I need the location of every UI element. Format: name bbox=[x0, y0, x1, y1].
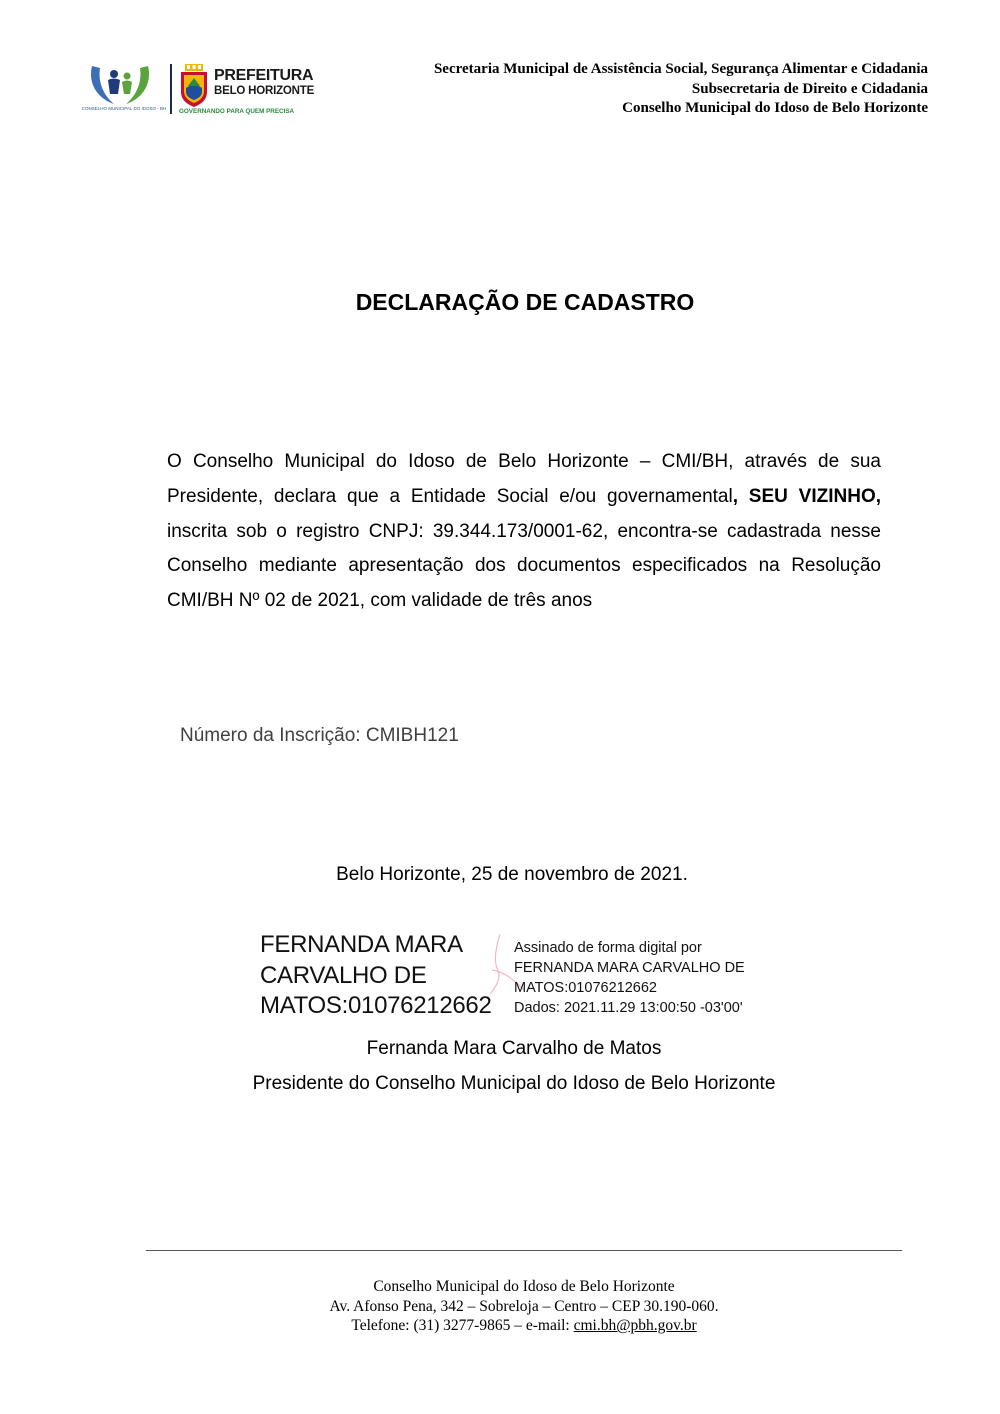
pbh-logo-slogan: GOVERNANDO PARA QUEM PRECISA bbox=[179, 108, 295, 115]
cmi-logo-person-body-icon bbox=[108, 79, 120, 95]
header-institution bbox=[434, 60, 928, 119]
cmi-logo-person-body-icon bbox=[122, 81, 132, 95]
footer-phone: Telefone: (31) 3277-9865 – e-mail: bbox=[351, 1317, 574, 1335]
cmi-logo bbox=[74, 60, 170, 120]
footer-contact bbox=[0, 1316, 1000, 1336]
signature-detail-line: FERNANDA MARA CARVALHO DE bbox=[514, 960, 745, 976]
entity-name: , SEU VIZINHO, bbox=[732, 485, 881, 507]
signature-detail-line: Dados: 2021.11.29 13:00:50 -03'00' bbox=[514, 1000, 743, 1016]
logo-divider bbox=[170, 64, 172, 114]
signature-detail-line: Assinado de forma digital por bbox=[514, 940, 702, 956]
registration-number: Número da Inscrição: CMIBH121 bbox=[180, 725, 459, 746]
digital-signature-details bbox=[514, 938, 745, 1018]
pbh-logo-line1: PREFEITURA bbox=[214, 67, 314, 84]
signature-name-line: FERNANDA MARA bbox=[260, 931, 463, 958]
signature-detail-line: MATOS:01076212662 bbox=[514, 980, 657, 996]
header-line-conselho: Conselho Municipal do Idoso de Belo Horizonte bbox=[622, 100, 928, 116]
declaration-text-end: inscrita sob o registro CNPJ: 39.344.173/0001-62, encontra-se cadastrada nesse Conselho mediante apresentação dos documentos especificados na Resolução CMI/BH Nº 02 de 2021, com validade de três anos bbox=[167, 520, 881, 612]
signer-role: Presidente do Conselho Municipal do Idoso de Belo Horizonte bbox=[252, 1073, 776, 1094]
signature-name-line: MATOS:01076212662 bbox=[260, 992, 492, 1019]
header-line-secretaria: Secretaria Municipal de Assistência Social, Segurança Alimentar e Cidadania bbox=[433, 61, 928, 77]
cmi-logo-caption: CONSELHO MUNICIPAL DO IDOSO - BH bbox=[81, 106, 167, 111]
header-line-subsecretaria: Subsecretaria de Direito e Cidadania bbox=[691, 80, 928, 97]
declaration-paragraph bbox=[167, 445, 881, 619]
place-date: Belo Horizonte, 25 de novembro de 2021. bbox=[336, 864, 688, 885]
signer-name: Fernanda Mara Carvalho de Matos bbox=[366, 1038, 662, 1059]
footer-institution: Conselho Municipal do Idoso de Belo Horizonte bbox=[373, 1278, 675, 1295]
pbh-crest-icon bbox=[179, 64, 209, 108]
footer-divider bbox=[146, 1250, 902, 1251]
footer-address: Av. Afonso Pena, 342 – Sobreloja – Centro – CEP 30.190-060. bbox=[329, 1297, 719, 1315]
cmi-logo-person-head-icon bbox=[110, 70, 118, 78]
signature-name-line: CARVALHO DE bbox=[260, 961, 427, 989]
footer-email-link[interactable]: cmi.bh@pbh.gov.br bbox=[573, 1317, 697, 1335]
declaration-text-start: O Conselho Municipal do Idoso de Belo Horizonte – CMI/BH, através de sua Presidente, declara que a Entidade Social e/ou governamental bbox=[167, 451, 881, 507]
document-title: DECLARAÇÃO DE CADASTRO bbox=[355, 289, 695, 315]
pbh-logo-line2: BELO HORIZONTE bbox=[214, 85, 315, 97]
footer bbox=[0, 1277, 1000, 1336]
cmi-logo-person-head-icon bbox=[124, 73, 131, 80]
